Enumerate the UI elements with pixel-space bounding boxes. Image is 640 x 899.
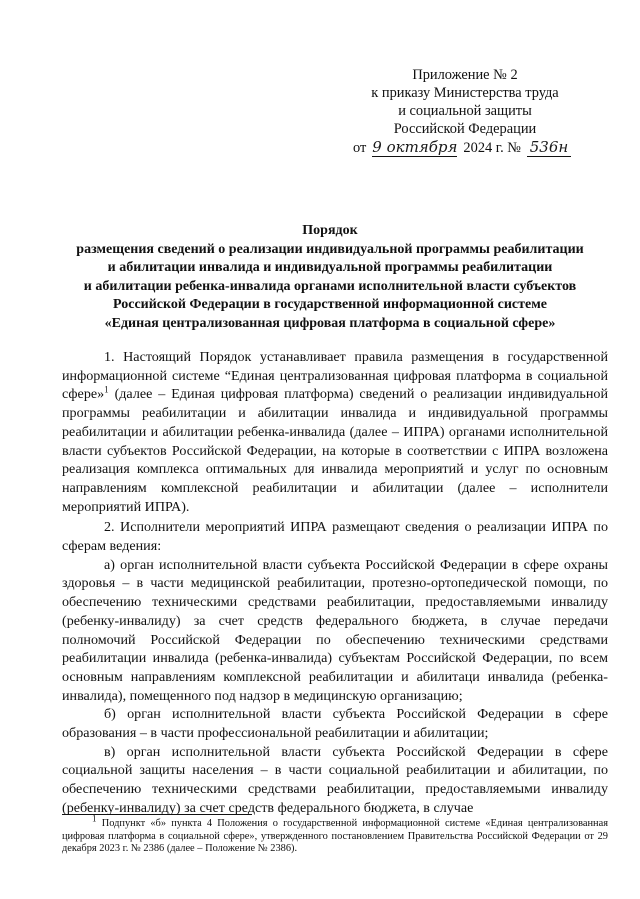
- footnote-separator: [62, 814, 252, 815]
- handwritten-order-number: 536н: [527, 138, 571, 157]
- document-body: [62, 348, 608, 818]
- paragraph-1-text-a: 1. Настоящий Порядок устанавливает правила размещения в государственной информационной системе “Единая централизованная цифровая платформа в социальной сфере»: [62, 349, 608, 403]
- date-year: 2024 г. №: [463, 140, 522, 156]
- paragraph-2: 2. Исполнители мероприятий ИПРА размещают сведения о реализации ИПРА по сферам ведения:: [62, 519, 608, 555]
- title-line-2: размещения сведений о реализации индивидуальной программы реабилитации: [76, 241, 584, 257]
- document-title: [40, 222, 620, 334]
- title-line-6: «Единая централизованная цифровая платформа в социальной сфере»: [104, 315, 556, 331]
- handwritten-date: 9 октября: [372, 138, 458, 156]
- attachment-line-3: и социальной защиты: [398, 103, 532, 119]
- paragraph-2a: а) орган исполнительной власти субъекта Российской Федерации в сфере охраны здоровья – в части медицинской реабилитации, протезно-ортопедической помощи, по обеспечению техническими средствами реабилитации, предоставляемыми инвалиду (ребенку-инвалиду) за счет средств федерального бюджета, в случае передачи полномочий Российской Федерации по обеспечению техническими средствами реабилитации инвалида (ребенка-инвалида) субъектам Российской Федерации, по всем основным направлениям комплексной реабилитации и абилитаци инвалида (ребенка-инвалида), помещенного под надзор в медицинскую организацию;: [62, 556, 608, 704]
- date-prefix: от: [352, 140, 367, 156]
- footnote-ref: 1: [104, 384, 109, 395]
- paragraph-2b: б) орган исполнительной власти субъекта Российской Федерации в сфере образования – в части профессиональной реабилитации и абилитации;: [62, 706, 608, 742]
- paragraph-1: [62, 348, 608, 516]
- attachment-date-line: [330, 138, 600, 157]
- attachment-line-2: к приказу Министерства труда: [371, 85, 559, 101]
- attachment-line-1: Приложение № 2: [412, 67, 518, 83]
- attachment-header: [330, 66, 600, 157]
- footnote-mark: 1: [92, 813, 97, 824]
- paragraph-2v: в) орган исполнительной власти субъекта Российской Федерации в сфере социальной защиты населения – в части социальной реабилитации и абилитации, по обеспечению техническими средствами реабилитации, предоставляемыми инвалиду (ребенку-инвалиду) за счет средств федерального бюджета, в случае: [62, 743, 608, 816]
- attachment-line-4: Российской Федерации: [393, 121, 537, 137]
- title-line-1: Порядок: [302, 223, 358, 238]
- footnote: [62, 813, 608, 856]
- title-line-4: и абилитации ребенка-инвалида органами исполнительной власти субъектов: [83, 278, 577, 294]
- title-line-3: и абилитации инвалида и индивидуальной программы реабилитации: [107, 260, 553, 276]
- paragraph-1-text-b: (далее – Единая цифровая платформа) сведений о реализации индивидуальной программы реабилитации и абилитации инвалида и индивидуальной программы реабилитации и абилитации ребенка-инвалида (далее – ИПРА) органами исполнительной власти субъектов Российской Федерации, на которые в соответствии с ИПРА возложена реализация комплекса оптимальных для инвалида мероприятий и услуг по основным направлениям комплексной реабилитации и абилитации (далее – исполнители мероприятий ИПРА).: [62, 386, 608, 515]
- footnote-text: Подпункт «б» пункта 4 Положения о государственной информационной системе «Единая централизованная цифровая платформа в социальной сфере», утвержденного постановлением Правительства Российской Федерации от 29 декабря 2023 г. № 2386 (далее – Положение № 2386).: [62, 818, 608, 855]
- title-line-5: Российской Федерации в государственной информационной системе: [113, 297, 547, 313]
